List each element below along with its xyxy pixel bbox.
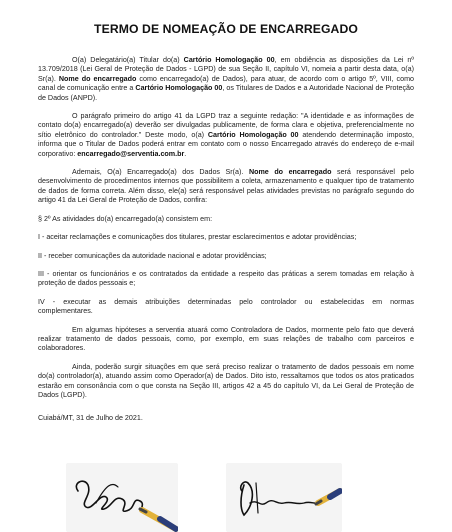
document-title: TERMO DE NOMEAÇÃO DE ENCARREGADO bbox=[94, 22, 358, 36]
activity-item-2: II - receber comunicações da autoridade nacional e adotar providências; bbox=[38, 251, 267, 260]
activity-item-1: I - aceitar reclamações e comunicações dos titulares, prestar esclarecimentos e adotar providências; bbox=[38, 233, 357, 242]
activity-item-4: IV - executar as demais atribuições determinadas pelo controlador ou estabelecidas em normas complementares. bbox=[38, 297, 434, 316]
paragraph-operator: Ainda, poderão surgir situações em que será preciso realizar o tratamento de dados pessoais em nome do(a) controlador(a), atuando assim como Operador(a) de Dados. Dito isto, ressaltamos que todos os atos praticados estarão em consonância com o que consta na Seção III, artigos 42 a 45 do capítulo VI, da Lei Geral de Proteção de Dados (LGPD). bbox=[38, 362, 414, 399]
signature-right-drawing bbox=[226, 463, 342, 532]
signature-right bbox=[226, 463, 342, 532]
activity-item-3: III - orientar os funcionários e os contratados da entidade a respeito das práticas a serem tomadas em relação à proteção de dados pessoais e; bbox=[38, 269, 414, 288]
contact-email: encarregado@serventia.com.br bbox=[77, 149, 185, 158]
section-heading: § 2º As atividades do(a) encarregado(a) consistem em: bbox=[38, 214, 213, 223]
signature-left-drawing bbox=[66, 463, 178, 532]
paragraph-controller: Em algumas hipóteses a serventia atuará como Controladora de Dados, mormente pelo fato que deverá realizar tratamento de dados pessoais, como, por exemplo, em suas relações de trabalho com parceiros e colaboradores. bbox=[38, 325, 414, 353]
paragraph-contact: O parágrafo primeiro do artigo 41 da LGPD traz a seguinte redação: "A identidade e as informações de contato do(a) encarregado(a) deverão ser divulgadas publicamente, de forma clara e objetiva, preferencialmente no sítio eletrônico do controlador." Deste modo, o(a) Cartório Homologação 00 atendendo determinação imposto, informa que o Titular de Dados poderá entrar em contato com o nosso Encarregado através do endereço de e-mail corporativo: encarregado@serventia.com.br. bbox=[38, 112, 414, 158]
document-date: Cuiabá/MT, 31 de Julho de 2021. bbox=[38, 414, 143, 423]
signatures-area bbox=[0, 463, 452, 532]
signature-left bbox=[66, 463, 178, 532]
paragraph-nomination: O(a) Delegatário(a) Titular do(a) Cartório Homologação 00, em obdiência as disposições da Lei nº 13.709/2018 (Lei Geral de Proteção de Dados - LGPD) de sua Seção II, capítulo VI, nomeia a partir desta data, o(a) Sr(a). Nome do encarregado como encarregado(a) de Dados), para atuar, de acordo com o artigo 5º, VIII, como canal de comunicação entre a Cartório Homologação 00, os Titulares de Dados e a Autoridade Nacional de Proteção de Dados (ANPD). bbox=[38, 56, 414, 102]
paragraph-responsibilities: Ademais, O(a) Encarregado(a) dos Dados Sr(a). Nome do encarregado será responsável pelo desenvolvimento de procedimentos internos que possibilitem a coleta, armazenamento e qualquer tipo de tratamento de dados de forma correta. Além disso, ele(a) será responsável pelas atividades previstas no parágrafo segundo do artigo 41 da Lei Geral de Proteção de Dados, confira: bbox=[38, 168, 414, 205]
